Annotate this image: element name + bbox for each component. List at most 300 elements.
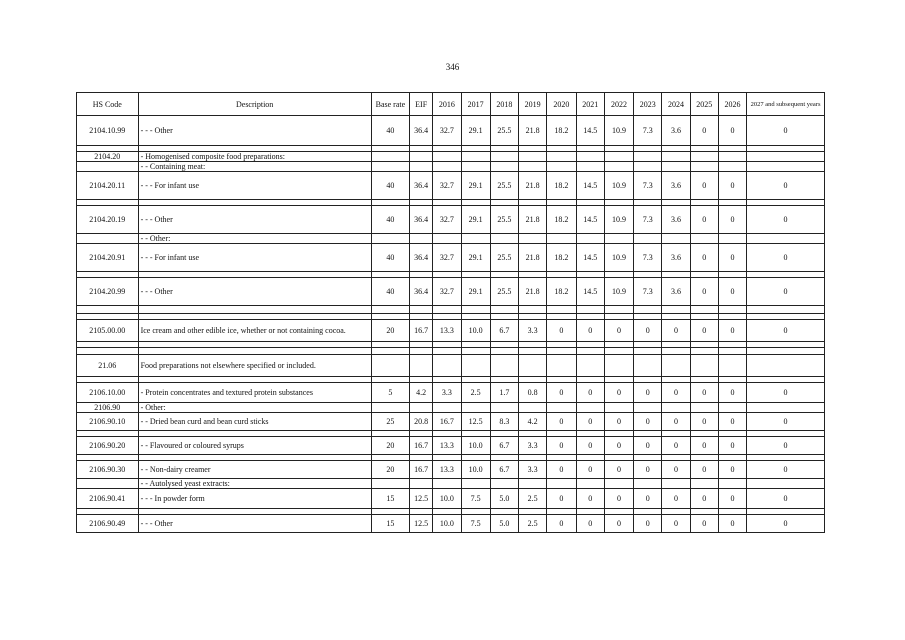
rate-cell <box>747 479 825 489</box>
header-2022: 2022 <box>604 93 633 116</box>
hs-code-cell: 2106.90.49 <box>77 515 139 533</box>
rate-cell <box>690 348 718 355</box>
rate-cell: 0 <box>604 413 633 431</box>
rate-cell: 25.5 <box>490 206 518 234</box>
rate-cell: 14.5 <box>576 116 604 146</box>
rate-cell: 3.6 <box>662 244 690 272</box>
rate-cell: 0 <box>747 116 825 146</box>
rate-cell: 3.6 <box>662 206 690 234</box>
description-cell: - - Autolysed yeast extracts: <box>138 479 371 489</box>
rate-cell: 0 <box>576 461 604 479</box>
rate-cell <box>747 234 825 244</box>
rate-cell: 3.3 <box>519 461 547 479</box>
rate-cell: 18.2 <box>547 206 576 234</box>
rate-cell <box>410 234 433 244</box>
rate-cell: 0 <box>547 383 576 403</box>
rate-cell: 40 <box>371 172 409 200</box>
rate-cell: 0.8 <box>519 383 547 403</box>
rate-cell <box>662 152 690 162</box>
header-2021: 2021 <box>576 93 604 116</box>
rate-cell <box>461 355 490 377</box>
rate-cell: 0 <box>690 244 718 272</box>
description-cell <box>138 306 371 314</box>
description-cell: - - - For infant use <box>138 172 371 200</box>
rate-cell <box>433 403 461 413</box>
rate-cell: 7.3 <box>634 278 662 306</box>
rate-cell: 36.4 <box>410 172 433 200</box>
rate-cell: 2.5 <box>461 383 490 403</box>
rate-cell <box>519 152 547 162</box>
rate-cell <box>604 355 633 377</box>
rate-cell: 0 <box>747 515 825 533</box>
rate-cell <box>410 479 433 489</box>
table-row <box>77 437 825 455</box>
rate-cell: 32.7 <box>433 116 461 146</box>
header-2023: 2023 <box>634 93 662 116</box>
rate-cell: 8.3 <box>490 413 518 431</box>
rate-cell: 0 <box>718 437 746 455</box>
rate-cell: 0 <box>604 461 633 479</box>
rate-cell: 0 <box>718 413 746 431</box>
rate-cell <box>519 306 547 314</box>
rate-cell <box>547 234 576 244</box>
rate-cell <box>604 162 633 172</box>
description-cell: - Protein concentrates and textured protein substances <box>138 383 371 403</box>
rate-cell: 7.3 <box>634 206 662 234</box>
rate-cell <box>433 162 461 172</box>
rate-cell <box>747 403 825 413</box>
rate-cell: 25.5 <box>490 172 518 200</box>
rate-cell: 0 <box>662 437 690 455</box>
hs-code-cell: 2104.10.99 <box>77 116 139 146</box>
rate-cell <box>433 479 461 489</box>
rate-cell: 36.4 <box>410 116 433 146</box>
rate-cell: 15 <box>371 515 409 533</box>
rate-cell: 0 <box>662 515 690 533</box>
rate-cell: 3.3 <box>519 437 547 455</box>
hs-code-cell: 2106.90.30 <box>77 461 139 479</box>
rate-cell <box>490 234 518 244</box>
rate-cell <box>547 355 576 377</box>
rate-cell: 10.9 <box>604 206 633 234</box>
rate-cell: 10.0 <box>461 320 490 342</box>
rate-cell: 32.7 <box>433 172 461 200</box>
rate-cell <box>371 403 409 413</box>
rate-cell: 5.0 <box>490 515 518 533</box>
rate-cell <box>547 403 576 413</box>
rate-cell: 0 <box>747 489 825 509</box>
rate-cell: 20.8 <box>410 413 433 431</box>
rate-cell: 0 <box>747 278 825 306</box>
rate-cell <box>371 306 409 314</box>
rate-cell <box>490 162 518 172</box>
rate-cell <box>718 403 746 413</box>
rate-cell <box>519 403 547 413</box>
rate-cell: 16.7 <box>410 461 433 479</box>
rate-cell: 0 <box>576 413 604 431</box>
rate-cell <box>490 306 518 314</box>
rate-cell <box>461 162 490 172</box>
rate-cell: 0 <box>604 515 633 533</box>
header-base-rate: Base rate <box>371 93 409 116</box>
rate-cell: 29.1 <box>461 278 490 306</box>
table-row <box>77 489 825 509</box>
rate-cell <box>747 355 825 377</box>
rate-cell <box>433 348 461 355</box>
header-2016: 2016 <box>433 93 461 116</box>
hs-code-cell: 2104.20.91 <box>77 244 139 272</box>
rate-cell: 2.5 <box>519 515 547 533</box>
rate-cell: 0 <box>604 383 633 403</box>
description-cell: - - - In powder form <box>138 489 371 509</box>
rate-cell <box>604 152 633 162</box>
rate-cell <box>662 306 690 314</box>
rate-cell: 25 <box>371 413 409 431</box>
header-2020: 2020 <box>547 93 576 116</box>
header-2027-and-subsequent: 2027 and subsequent years <box>747 93 825 116</box>
rate-cell: 7.3 <box>634 244 662 272</box>
table-row <box>77 162 825 172</box>
rate-cell <box>604 479 633 489</box>
rate-cell <box>410 152 433 162</box>
rate-cell: 0 <box>747 461 825 479</box>
rate-cell: 0 <box>662 413 690 431</box>
table-row <box>77 515 825 533</box>
header-2017: 2017 <box>461 93 490 116</box>
table-row <box>77 172 825 200</box>
hs-code-cell: 2106.10.00 <box>77 383 139 403</box>
rate-cell: 21.8 <box>519 116 547 146</box>
rate-cell: 36.4 <box>410 244 433 272</box>
rate-cell: 0 <box>690 437 718 455</box>
hs-code-cell <box>77 348 139 355</box>
rate-cell: 29.1 <box>461 244 490 272</box>
description-cell: - Other: <box>138 403 371 413</box>
table-row <box>77 348 825 355</box>
hs-code-cell <box>77 479 139 489</box>
hs-code-cell: 2105.00.00 <box>77 320 139 342</box>
rate-cell: 20 <box>371 461 409 479</box>
header-row <box>77 93 825 116</box>
rate-cell <box>690 355 718 377</box>
rate-cell: 21.8 <box>519 206 547 234</box>
rate-cell <box>662 162 690 172</box>
rate-cell <box>371 479 409 489</box>
rate-cell <box>519 162 547 172</box>
rate-cell <box>410 355 433 377</box>
rate-cell <box>747 152 825 162</box>
rate-cell: 18.2 <box>547 244 576 272</box>
rate-cell: 16.7 <box>410 320 433 342</box>
table-body <box>77 116 825 533</box>
rate-cell <box>604 234 633 244</box>
rate-cell <box>371 152 409 162</box>
rate-cell <box>371 355 409 377</box>
rate-cell: 0 <box>747 172 825 200</box>
rate-cell: 0 <box>747 244 825 272</box>
rate-cell <box>490 152 518 162</box>
rate-cell <box>410 403 433 413</box>
rate-cell: 0 <box>634 320 662 342</box>
rate-cell: 0 <box>690 116 718 146</box>
rate-cell <box>634 479 662 489</box>
rate-cell: 14.5 <box>576 244 604 272</box>
rate-cell <box>747 348 825 355</box>
table-row <box>77 244 825 272</box>
description-cell: - - - Other <box>138 278 371 306</box>
rate-cell: 32.7 <box>433 278 461 306</box>
rate-cell: 0 <box>718 244 746 272</box>
rate-cell <box>490 403 518 413</box>
header-description: Description <box>138 93 371 116</box>
table-row <box>77 116 825 146</box>
rate-cell: 0 <box>634 461 662 479</box>
rate-cell: 10.9 <box>604 116 633 146</box>
rate-cell <box>690 479 718 489</box>
rate-cell: 20 <box>371 437 409 455</box>
hs-code-cell: 2104.20.99 <box>77 278 139 306</box>
rate-cell <box>634 306 662 314</box>
rate-cell: 0 <box>547 413 576 431</box>
hs-code-cell: 2106.90.41 <box>77 489 139 509</box>
rate-cell: 0 <box>690 320 718 342</box>
rate-cell <box>433 355 461 377</box>
rate-cell <box>519 348 547 355</box>
rate-cell: 0 <box>718 320 746 342</box>
rate-cell: 40 <box>371 116 409 146</box>
rate-cell <box>634 152 662 162</box>
rate-cell <box>410 162 433 172</box>
rate-cell: 4.2 <box>519 413 547 431</box>
rate-cell: 0 <box>547 461 576 479</box>
page-number: 346 <box>445 62 460 72</box>
rate-cell: 25.5 <box>490 278 518 306</box>
rate-cell: 5 <box>371 383 409 403</box>
rate-cell <box>461 348 490 355</box>
rate-cell: 25.5 <box>490 116 518 146</box>
rate-cell: 0 <box>547 320 576 342</box>
rate-cell: 0 <box>718 116 746 146</box>
rate-cell: 14.5 <box>576 278 604 306</box>
rate-cell: 7.5 <box>461 515 490 533</box>
table-row <box>77 479 825 489</box>
rate-cell: 10.9 <box>604 172 633 200</box>
rate-cell: 0 <box>576 515 604 533</box>
rate-cell: 3.6 <box>662 172 690 200</box>
rate-cell: 13.3 <box>433 461 461 479</box>
rate-cell: 0 <box>576 383 604 403</box>
rate-cell <box>747 162 825 172</box>
rate-cell: 0 <box>690 278 718 306</box>
rate-cell <box>490 348 518 355</box>
rate-cell <box>519 479 547 489</box>
rate-cell <box>547 306 576 314</box>
rate-cell: 13.3 <box>433 437 461 455</box>
rate-cell <box>634 348 662 355</box>
rate-cell <box>410 348 433 355</box>
rate-cell: 14.5 <box>576 172 604 200</box>
hs-code-cell: 2106.90.10 <box>77 413 139 431</box>
header-2024: 2024 <box>662 93 690 116</box>
rate-cell <box>576 479 604 489</box>
header-2019: 2019 <box>519 93 547 116</box>
header-2018: 2018 <box>490 93 518 116</box>
rate-cell: 0 <box>747 413 825 431</box>
rate-cell <box>490 355 518 377</box>
rate-cell: 0 <box>634 383 662 403</box>
rate-cell: 10.9 <box>604 244 633 272</box>
rate-cell <box>634 234 662 244</box>
rate-cell: 36.4 <box>410 206 433 234</box>
rate-cell: 7.5 <box>461 489 490 509</box>
rate-cell: 10.0 <box>461 461 490 479</box>
rate-cell <box>634 355 662 377</box>
rate-cell <box>461 403 490 413</box>
rate-cell: 21.8 <box>519 278 547 306</box>
rate-cell: 0 <box>690 206 718 234</box>
rate-cell <box>747 306 825 314</box>
rate-cell: 0 <box>576 489 604 509</box>
rate-cell: 0 <box>718 278 746 306</box>
rate-cell: 0 <box>718 515 746 533</box>
rate-cell <box>576 403 604 413</box>
rate-cell <box>718 306 746 314</box>
table-row <box>77 355 825 377</box>
rate-cell <box>718 234 746 244</box>
rate-cell <box>461 152 490 162</box>
rate-cell: 0 <box>662 320 690 342</box>
rate-cell: 3.6 <box>662 278 690 306</box>
rate-cell: 0 <box>604 320 633 342</box>
rate-cell <box>718 348 746 355</box>
rate-cell: 32.7 <box>433 244 461 272</box>
rate-cell: 0 <box>718 172 746 200</box>
rate-cell: 0 <box>634 489 662 509</box>
rate-cell: 0 <box>690 515 718 533</box>
rate-cell: 3.3 <box>433 383 461 403</box>
rate-cell: 0 <box>718 383 746 403</box>
rate-cell: 29.1 <box>461 206 490 234</box>
rate-cell <box>433 234 461 244</box>
rate-cell <box>576 355 604 377</box>
rate-cell <box>690 306 718 314</box>
hs-code-cell <box>77 162 139 172</box>
rate-cell: 0 <box>747 383 825 403</box>
rate-cell: 10.9 <box>604 278 633 306</box>
rate-cell <box>662 234 690 244</box>
rate-cell <box>547 152 576 162</box>
rate-cell <box>662 403 690 413</box>
description-cell: - - - Other <box>138 515 371 533</box>
description-cell: - - Other: <box>138 234 371 244</box>
rate-cell <box>718 162 746 172</box>
rate-cell: 14.5 <box>576 206 604 234</box>
table-row <box>77 306 825 314</box>
header-hs-code: HS Code <box>77 93 139 116</box>
hs-code-cell: 2104.20.11 <box>77 172 139 200</box>
rate-cell: 6.7 <box>490 320 518 342</box>
rate-cell: 3.3 <box>519 320 547 342</box>
rate-cell <box>690 234 718 244</box>
rate-cell: 2.5 <box>519 489 547 509</box>
rate-cell <box>547 162 576 172</box>
rate-cell: 7.3 <box>634 172 662 200</box>
rate-cell: 0 <box>690 383 718 403</box>
rate-cell <box>547 348 576 355</box>
rate-cell: 0 <box>718 461 746 479</box>
rate-cell: 32.7 <box>433 206 461 234</box>
rate-cell: 0 <box>576 437 604 455</box>
rate-cell: 12.5 <box>461 413 490 431</box>
rate-cell <box>519 234 547 244</box>
rate-cell: 3.6 <box>662 116 690 146</box>
rate-cell: 0 <box>634 437 662 455</box>
rate-cell: 5.0 <box>490 489 518 509</box>
rate-cell: 15 <box>371 489 409 509</box>
description-cell: - - Containing meat: <box>138 162 371 172</box>
rate-cell <box>604 403 633 413</box>
rate-cell <box>461 234 490 244</box>
rate-cell <box>604 306 633 314</box>
description-cell <box>138 348 371 355</box>
table-row <box>77 403 825 413</box>
rate-cell: 6.7 <box>490 461 518 479</box>
description-cell: - - - Other <box>138 116 371 146</box>
rate-cell: 18.2 <box>547 278 576 306</box>
header-2026: 2026 <box>718 93 746 116</box>
hs-code-cell: 2106.90 <box>77 403 139 413</box>
rate-cell: 40 <box>371 206 409 234</box>
rate-cell <box>634 162 662 172</box>
description-cell: - - Dried bean curd and bean curd sticks <box>138 413 371 431</box>
header-2025: 2025 <box>690 93 718 116</box>
rate-cell <box>718 152 746 162</box>
rate-cell <box>371 348 409 355</box>
rate-cell <box>490 479 518 489</box>
rate-cell: 25.5 <box>490 244 518 272</box>
rate-cell: 16.7 <box>433 413 461 431</box>
hs-code-cell <box>77 234 139 244</box>
rate-cell <box>519 355 547 377</box>
rate-cell: 40 <box>371 278 409 306</box>
table-row <box>77 413 825 431</box>
rate-cell: 10.0 <box>433 515 461 533</box>
rate-cell <box>662 479 690 489</box>
rate-cell: 7.3 <box>634 116 662 146</box>
description-cell: Ice cream and other edible ice, whether or not containing cocoa. <box>138 320 371 342</box>
rate-cell: 10.0 <box>461 437 490 455</box>
hs-code-cell: 21.06 <box>77 355 139 377</box>
rate-cell: 0 <box>547 515 576 533</box>
rate-cell <box>371 162 409 172</box>
rate-cell: 0 <box>634 515 662 533</box>
rate-cell: 21.8 <box>519 244 547 272</box>
rate-cell: 0 <box>747 206 825 234</box>
rate-cell <box>410 306 433 314</box>
rate-cell: 0 <box>747 320 825 342</box>
rate-cell: 0 <box>747 437 825 455</box>
rate-cell: 0 <box>662 461 690 479</box>
rate-cell: 0 <box>634 413 662 431</box>
rate-cell: 18.2 <box>547 116 576 146</box>
rate-cell: 0 <box>604 437 633 455</box>
rate-cell <box>576 348 604 355</box>
rate-cell <box>718 355 746 377</box>
table-row <box>77 320 825 342</box>
rate-cell: 12.5 <box>410 489 433 509</box>
description-cell: - - - For infant use <box>138 244 371 272</box>
rate-cell <box>690 403 718 413</box>
